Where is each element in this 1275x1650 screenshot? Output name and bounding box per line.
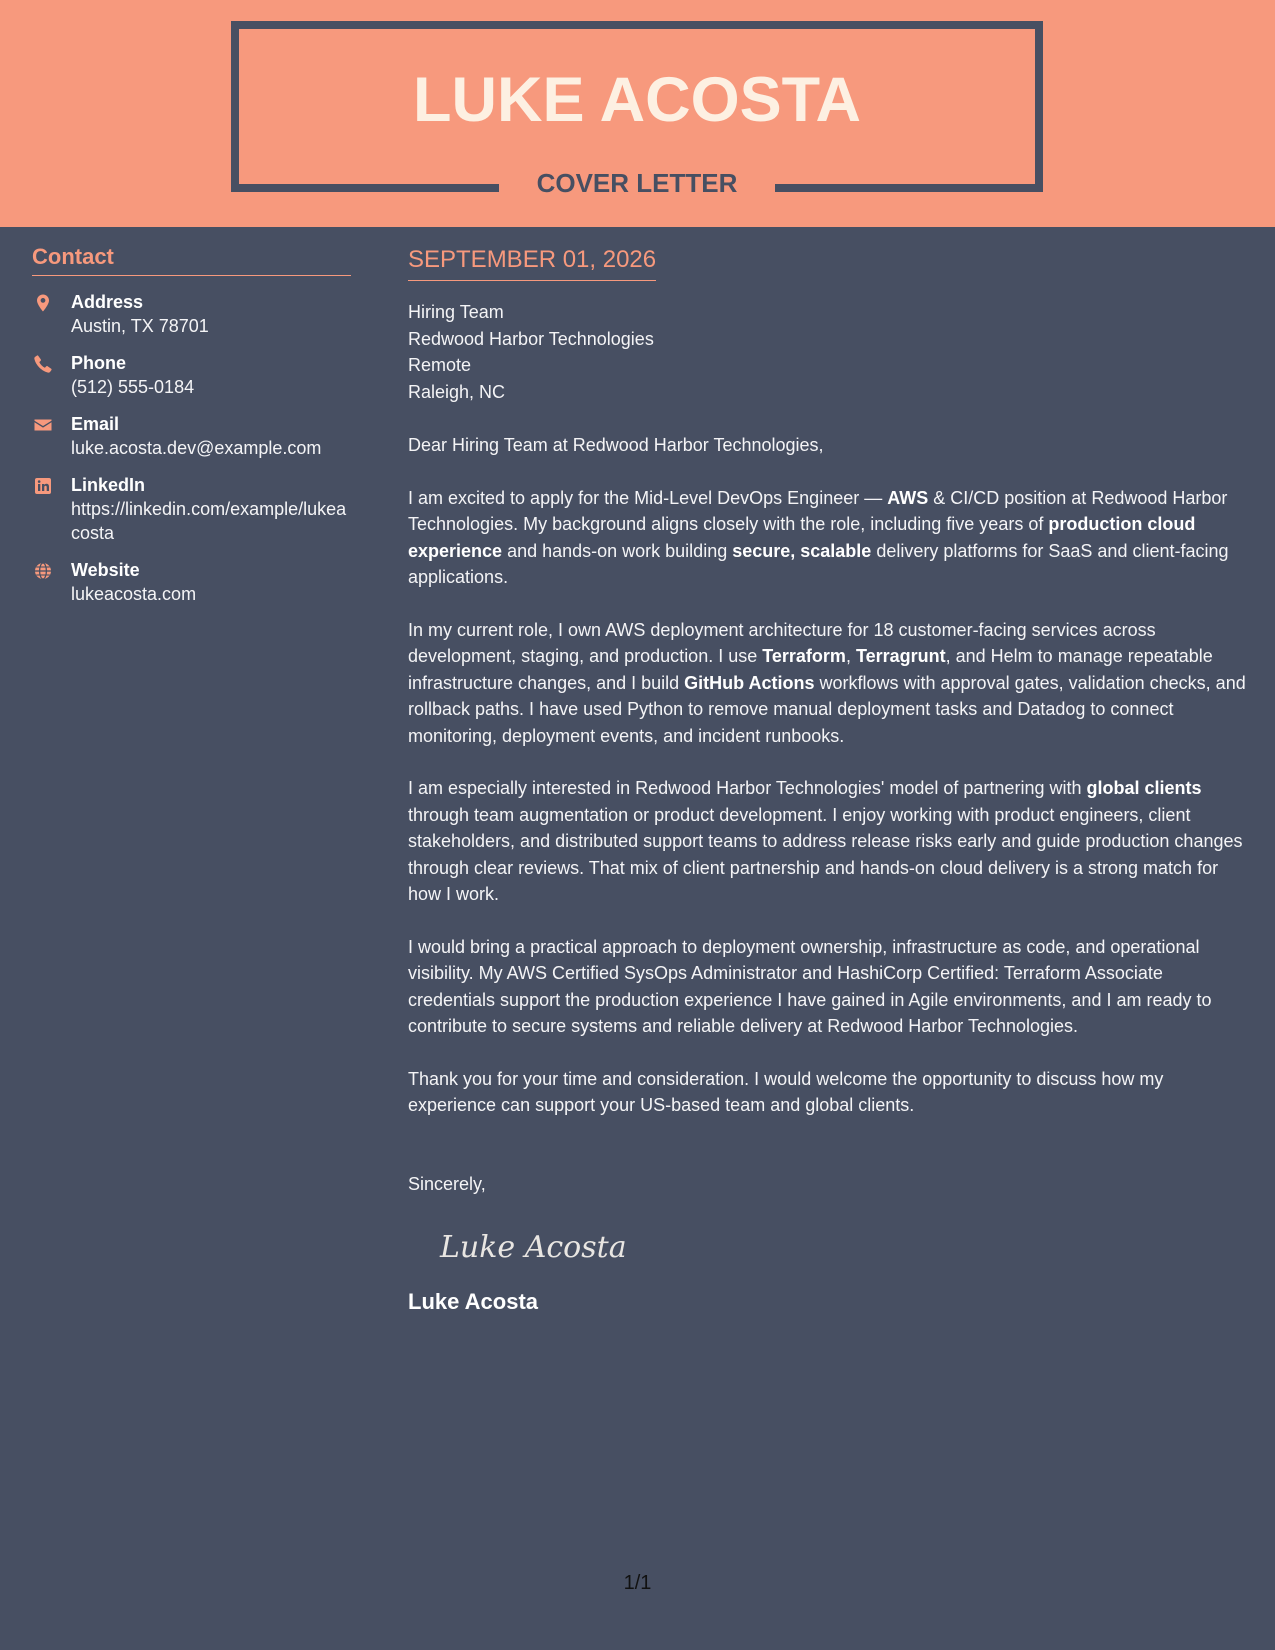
recipient-block <box>408 299 1250 405</box>
paragraph-text: Thank you for your time and consideration. I would welcome the opportunity to discuss how my experience can support your US-based team and global clients. <box>408 1068 1164 1115</box>
contact-item-phone <box>32 351 351 399</box>
emphasized-text: Terraform <box>762 646 846 666</box>
paragraph-text: I would bring a practical approach to deployment ownership, infrastructure as code, and operational visibility. My AWS Certified SysOps Administrator and HashiCorp Certified: Terraform Associate credentials support the production experience I have gained in Agile environments, and I am ready to contribute to secure systems and reliable delivery at Redwood Harbor Technologies. <box>408 936 1212 1036</box>
emphasized-text: global clients <box>1086 778 1202 798</box>
contact-item-linkedin <box>32 473 351 545</box>
paragraph-text: & CI/CD position at Redwood Harbor Technologies. My background aligns closely with the role, including five years of <box>408 487 1228 534</box>
letter-paragraph <box>408 485 1250 591</box>
contact-title: Contact <box>32 243 351 276</box>
address-value: Austin, TX 78701 <box>71 316 209 336</box>
paragraph-text: workflows with approval gates, validation checks, and rollback paths. I have used Python to remove manual deployment tasks and Datadog to connect monitoring, deployment events, and incident runbooks. <box>408 672 1246 746</box>
contact-label: Phone <box>71 353 127 373</box>
header-banner <box>0 0 1275 227</box>
emphasized-text: Terragrunt <box>855 646 946 666</box>
recipient-line: Redwood Harbor Technologies <box>408 328 654 349</box>
handwritten-signature <box>438 1219 638 1269</box>
salutation: Dear Hiring Team at Redwood Harbor Technologies, <box>408 435 824 455</box>
closing: Sincerely, <box>408 1173 486 1194</box>
email-value: luke.acosta.dev@example.com <box>71 438 322 458</box>
applicant-name: LUKE ACOSTA <box>413 65 861 135</box>
letter-paragraph <box>408 934 1250 1040</box>
paragraph-text: In my current role, I own AWS deployment architecture for 18 customer-facing services across development, staging, and production. I use <box>408 619 1156 666</box>
emphasized-text: production cloud experience <box>408 514 1196 561</box>
linkedin-icon <box>33 476 53 496</box>
contact-label: Address <box>71 292 144 312</box>
signer-name: Luke Acosta <box>408 1289 539 1314</box>
emphasized-text: AWS <box>887 487 929 508</box>
paragraph-text: , <box>845 646 856 666</box>
paragraph-text: and hands-on work building <box>502 540 733 561</box>
letter-date: SEPTEMBER 01, 2026 <box>408 244 656 281</box>
paragraph-text: I am excited to apply for the Mid-Level DevOps Engineer — <box>408 487 888 508</box>
recipient-line: Raleigh, NC <box>408 381 506 402</box>
emphasized-text: secure, scalable <box>732 540 872 561</box>
contact-item-email <box>32 412 351 460</box>
letter-paragraph <box>408 1066 1250 1119</box>
contact-item-address <box>32 290 351 338</box>
letter-paragraph <box>408 617 1250 750</box>
recipient-line: Remote <box>408 355 472 375</box>
contact-item-website <box>32 558 351 606</box>
location-pin-icon <box>33 293 53 313</box>
envelope-icon <box>33 415 53 435</box>
recipient-line: Hiring Team <box>408 302 504 322</box>
signature-text: Luke Acosta <box>440 1230 627 1265</box>
document-subtitle: COVER LETTER <box>536 168 738 198</box>
contact-label: Website <box>71 560 140 580</box>
letter-body <box>408 244 1250 1316</box>
page-number: 1/1 <box>623 1572 652 1594</box>
website-value[interactable]: lukeacosta.com <box>71 584 197 604</box>
letter-paragraph <box>408 775 1250 908</box>
contact-sidebar <box>32 243 351 606</box>
emphasized-text: GitHub Actions <box>684 672 815 693</box>
paragraph-text: , and Helm to manage repeatable infrastructure changes, and I build <box>408 646 1213 693</box>
contact-label: LinkedIn <box>71 475 146 495</box>
contact-label: Email <box>71 414 120 434</box>
phone-icon <box>33 354 53 374</box>
phone-value: (512) 555-0184 <box>71 377 195 397</box>
letter-paragraphs <box>408 485 1250 1119</box>
linkedin-value[interactable]: https://linkedin.com/example/lukeacosta <box>71 499 347 543</box>
paragraph-text: I am especially interested in Redwood Harbor Technologies' model of partnering with <box>408 778 1087 798</box>
paragraph-text: delivery platforms for SaaS and client-facing applications. <box>408 540 1229 587</box>
globe-icon <box>33 561 53 581</box>
paragraph-text: through team augmentation or product development. I enjoy working with product engineers, client stakeholders, and distributed support teams to address release risks early and guide production changes through clear reviews. That mix of client partnership and hands-on cloud delivery is a strong match for how I work. <box>408 804 1243 904</box>
